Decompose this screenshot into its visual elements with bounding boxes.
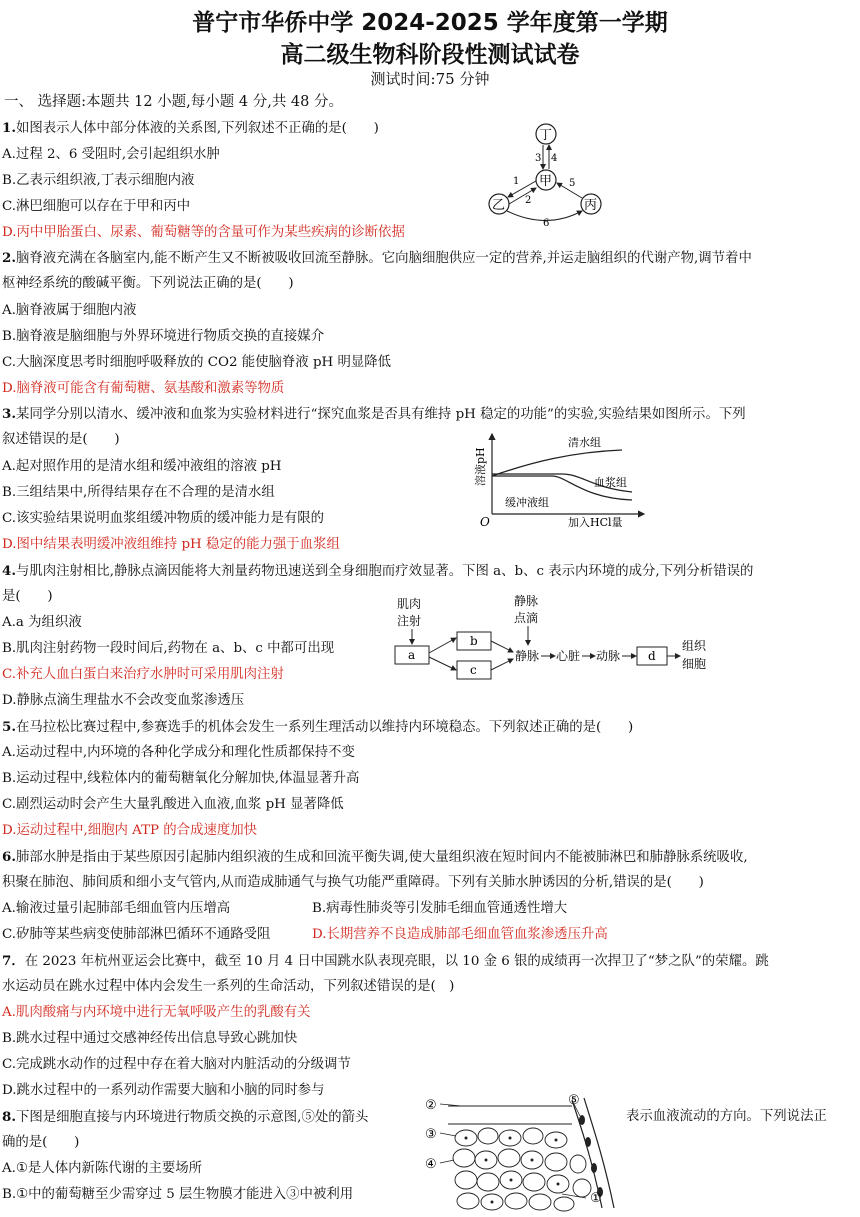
q2-option-d: D.脑脊液可能含有葡萄糖、氨基酸和激素等物质 xyxy=(2,381,285,396)
label-plasma: 血浆组 xyxy=(594,476,627,489)
q1-option-d: D.丙中甲胎蛋白、尿素、葡萄糖等的含量可作为某些疾病的诊断依据 xyxy=(2,225,405,240)
q2-stem-cont: 枢神经系统的酸碱平衡。下列说法正确的是( ) xyxy=(2,276,294,291)
q7-option-d: D.跳水过程中的一系列动作需要大脑和小脑的同时参与 xyxy=(2,1083,325,1098)
exam-title: 普宁市华侨中学 2024-2025 学年度第一学期 xyxy=(192,10,668,36)
marker-1: ① xyxy=(590,1191,602,1206)
q2-stem: 2.脑脊液充满在各脑室内,能不断产生又不断被吸收回流至静脉。它向脑细胞供应一定的营养,并运走脑组织的代谢产物,调节着中 xyxy=(2,250,752,266)
svg-text:5: 5 xyxy=(569,178,576,189)
marker-4: ④ xyxy=(425,1157,437,1172)
q6-option-b: B.病毒性肺炎等引发肺毛细血管通透性增大 xyxy=(312,901,568,916)
node-yi: 乙 xyxy=(492,198,506,213)
svg-text:组织: 组织 xyxy=(682,639,707,653)
label-buffer: 缓冲液组 xyxy=(505,496,549,509)
q5-option-d: D.运动过程中,细胞内 ATP 的合成速度加快 xyxy=(2,823,258,838)
y-axis-label: 溶液pH xyxy=(474,447,487,486)
svg-text:3: 3 xyxy=(535,153,542,164)
q5-option-b: B.运动过程中,线粒体内的葡萄糖氧化分解加快,体温显著升高 xyxy=(2,771,360,786)
node-ding: 丁 xyxy=(539,128,553,143)
svg-text:肌肉: 肌肉 xyxy=(397,597,422,611)
svg-text:动脉: 动脉 xyxy=(596,649,621,663)
q7-option-a: A.肌肉酸痛与内环境中进行无氧呼吸产生的乳酸有关 xyxy=(2,1005,311,1020)
q2-option-b: B.脑脊液是脑细胞与外界环境进行物质交换的直接媒介 xyxy=(2,329,325,344)
q5-option-a: A.运动过程中,内环境的各种化学成分和理化性质都保持不变 xyxy=(2,745,355,760)
marker-5: ⑤ xyxy=(568,1093,580,1108)
svg-text:心脏: 心脏 xyxy=(556,649,581,663)
svg-text:6: 6 xyxy=(543,218,550,228)
q4-stem: 4.与肌肉注射相比,静脉点滴因能将大剂量药物迅速送到全身细胞而疗效显著。下图 a、b、c 表示内环境的成分,下列分析错误的 xyxy=(2,563,754,579)
q3-option-c: C.该实验结果说明血浆组缓冲物质的缓冲能力是有限的 xyxy=(2,511,325,526)
svg-text:4: 4 xyxy=(551,153,558,164)
q1-option-c: C.淋巴细胞可以存在于甲和丙中 xyxy=(2,199,191,214)
q4-stem-cont: 是( ) xyxy=(2,589,53,604)
node-bing: 丙 xyxy=(584,198,598,213)
svg-text:a: a xyxy=(408,648,416,662)
svg-text:静脉: 静脉 xyxy=(515,649,540,663)
q4-option-a: A.a 为组织液 xyxy=(2,615,82,630)
q8-stem-right: 表示血液流动的方向。下列说法正 xyxy=(626,1109,827,1124)
q8-option-b: B.①中的葡萄糖至少需穿过 5 层生物膜才能进入③中被利用 xyxy=(2,1187,354,1202)
svg-text:1: 1 xyxy=(513,176,520,187)
series-water xyxy=(492,450,622,476)
q3-stem: 3.某同学分别以清水、缓冲液和血浆为实验材料进行“探究血浆是否具有维持 pH 稳定的功能”的实验,实验结果如图所示。下列 xyxy=(2,406,746,422)
q6-option-a: A.输液过量引起肺部毛细血管内压增高 xyxy=(2,901,231,916)
q3-option-b: B.三组结果中,所得结果存在不合理的是清水组 xyxy=(2,485,275,500)
q7-stem-cont: 水运动员在跳水过程中体内会发生一系列的生命活动，下列叙述错误的是( ) xyxy=(2,979,455,994)
q2-option-c: C.大脑深度思考时细胞呼吸释放的 CO2 能使脑脊液 pH 明显降低 xyxy=(2,355,392,370)
label-water: 清水组 xyxy=(568,436,601,449)
marker-2: ② xyxy=(425,1098,437,1113)
q7-option-c: C.完成跳水动作的过程中存在着大脑对内脏活动的分级调节 xyxy=(2,1057,351,1072)
q5-option-c: C.剧烈运动时会产生大量乳酸进入血液,血浆 pH 显著降低 xyxy=(2,797,344,812)
q8-option-a: A.①是人体内新陈代谢的主要场所 xyxy=(2,1161,203,1176)
q8-stem: 8.下图是细胞直接与内环境进行物质交换的示意图,⑤处的箭头 xyxy=(2,1109,369,1125)
q4-drug-flow-diagram xyxy=(388,594,718,686)
svg-text:细胞: 细胞 xyxy=(682,657,707,671)
q3-option-d: D.图中结果表明缓冲液组维持 pH 稳定的能力强于血浆组 xyxy=(2,537,340,552)
q7-stem: 7．在 2023 年杭州亚运会比赛中，截至 10 月 4 日中国跳水队表现亮眼，以 10 金 6 银的成绩再一次捍卫了“梦之队”的荣耀。跳 xyxy=(2,953,769,969)
origin-label: O xyxy=(480,515,490,529)
q3-option-a: A.起对照作用的是清水组和缓冲液组的溶液 pH xyxy=(2,459,282,474)
svg-text:静脉: 静脉 xyxy=(514,594,539,608)
section-heading: 一、 选择题:本题共 12 小题,每小题 4 分,共 48 分。 xyxy=(4,94,343,110)
q1-option-b: B.乙表示组织液,丁表示细胞内液 xyxy=(2,173,195,188)
svg-text:注射: 注射 xyxy=(397,614,422,628)
q4-option-c: C.补充人血白蛋白来治疗水肿时可采用肌肉注射 xyxy=(2,667,284,682)
q3-stem-cont: 叙述错误的是( ) xyxy=(2,432,120,447)
exam-subtitle: 高二级生物科阶段性测试试卷 xyxy=(280,42,580,68)
q7-option-b: B.跳水过程中通过交感神经传出信息导致心跳加快 xyxy=(2,1031,298,1046)
q6-stem-cont: 积聚在肺泡、肺间质和细小支气管内,从而造成肺通气与换气功能严重障碍。下列有关肺水肿诱因的分析,错误的是( ) xyxy=(2,875,704,890)
q6-option-d: D.长期营养不良造成肺部毛细血管血浆渗透压升高 xyxy=(312,927,608,942)
svg-text:点滴: 点滴 xyxy=(514,611,539,625)
svg-text:2: 2 xyxy=(525,195,532,206)
q6-stem: 6.肺部水肿是指由于某些原因引起肺内组织液的生成和回流平衡失调,使大量组织液在短时间内不能被肺淋巴和肺静脉系统吸收, xyxy=(2,849,748,865)
q5-stem: 5.在马拉松比赛过程中,参赛选手的机体会发生一系列生理活动以维持内环境稳态。下列叙述正确的是( ) xyxy=(2,719,634,735)
q8-tissue-diagram xyxy=(422,1090,622,1214)
q1-option-a: A.过程 2、6 受阻时,会引起组织水肿 xyxy=(2,147,220,162)
svg-text:b: b xyxy=(470,634,478,648)
svg-text:d: d xyxy=(648,649,656,663)
q6-option-c: C.矽肺等某些病变使肺部淋巴循环不通路受阻 xyxy=(2,927,271,942)
x-axis-label: 加入HCl量 xyxy=(568,516,623,529)
svg-text:c: c xyxy=(470,663,477,677)
q4-option-b: B.肌肉注射药物一段时间后,药物在 a、b、c 中都可出现 xyxy=(2,641,335,656)
q2-option-a: A.脑脊液属于细胞内液 xyxy=(2,303,137,318)
marker-3: ③ xyxy=(425,1127,437,1142)
q1-stem: 1.如图表示人体中部分体液的关系图,下列叙述不正确的是( ) xyxy=(2,120,379,136)
q1-body-fluid-diagram xyxy=(480,118,615,228)
q4-option-d: D.静脉点滴生理盐水不会改变血浆渗透压 xyxy=(2,693,245,708)
q3-ph-chart xyxy=(472,430,647,530)
node-jia: 甲 xyxy=(539,174,553,189)
q8-stem-cont: 确的是( ) xyxy=(2,1135,80,1150)
exam-time: 测试时间:75 分钟 xyxy=(370,70,490,88)
